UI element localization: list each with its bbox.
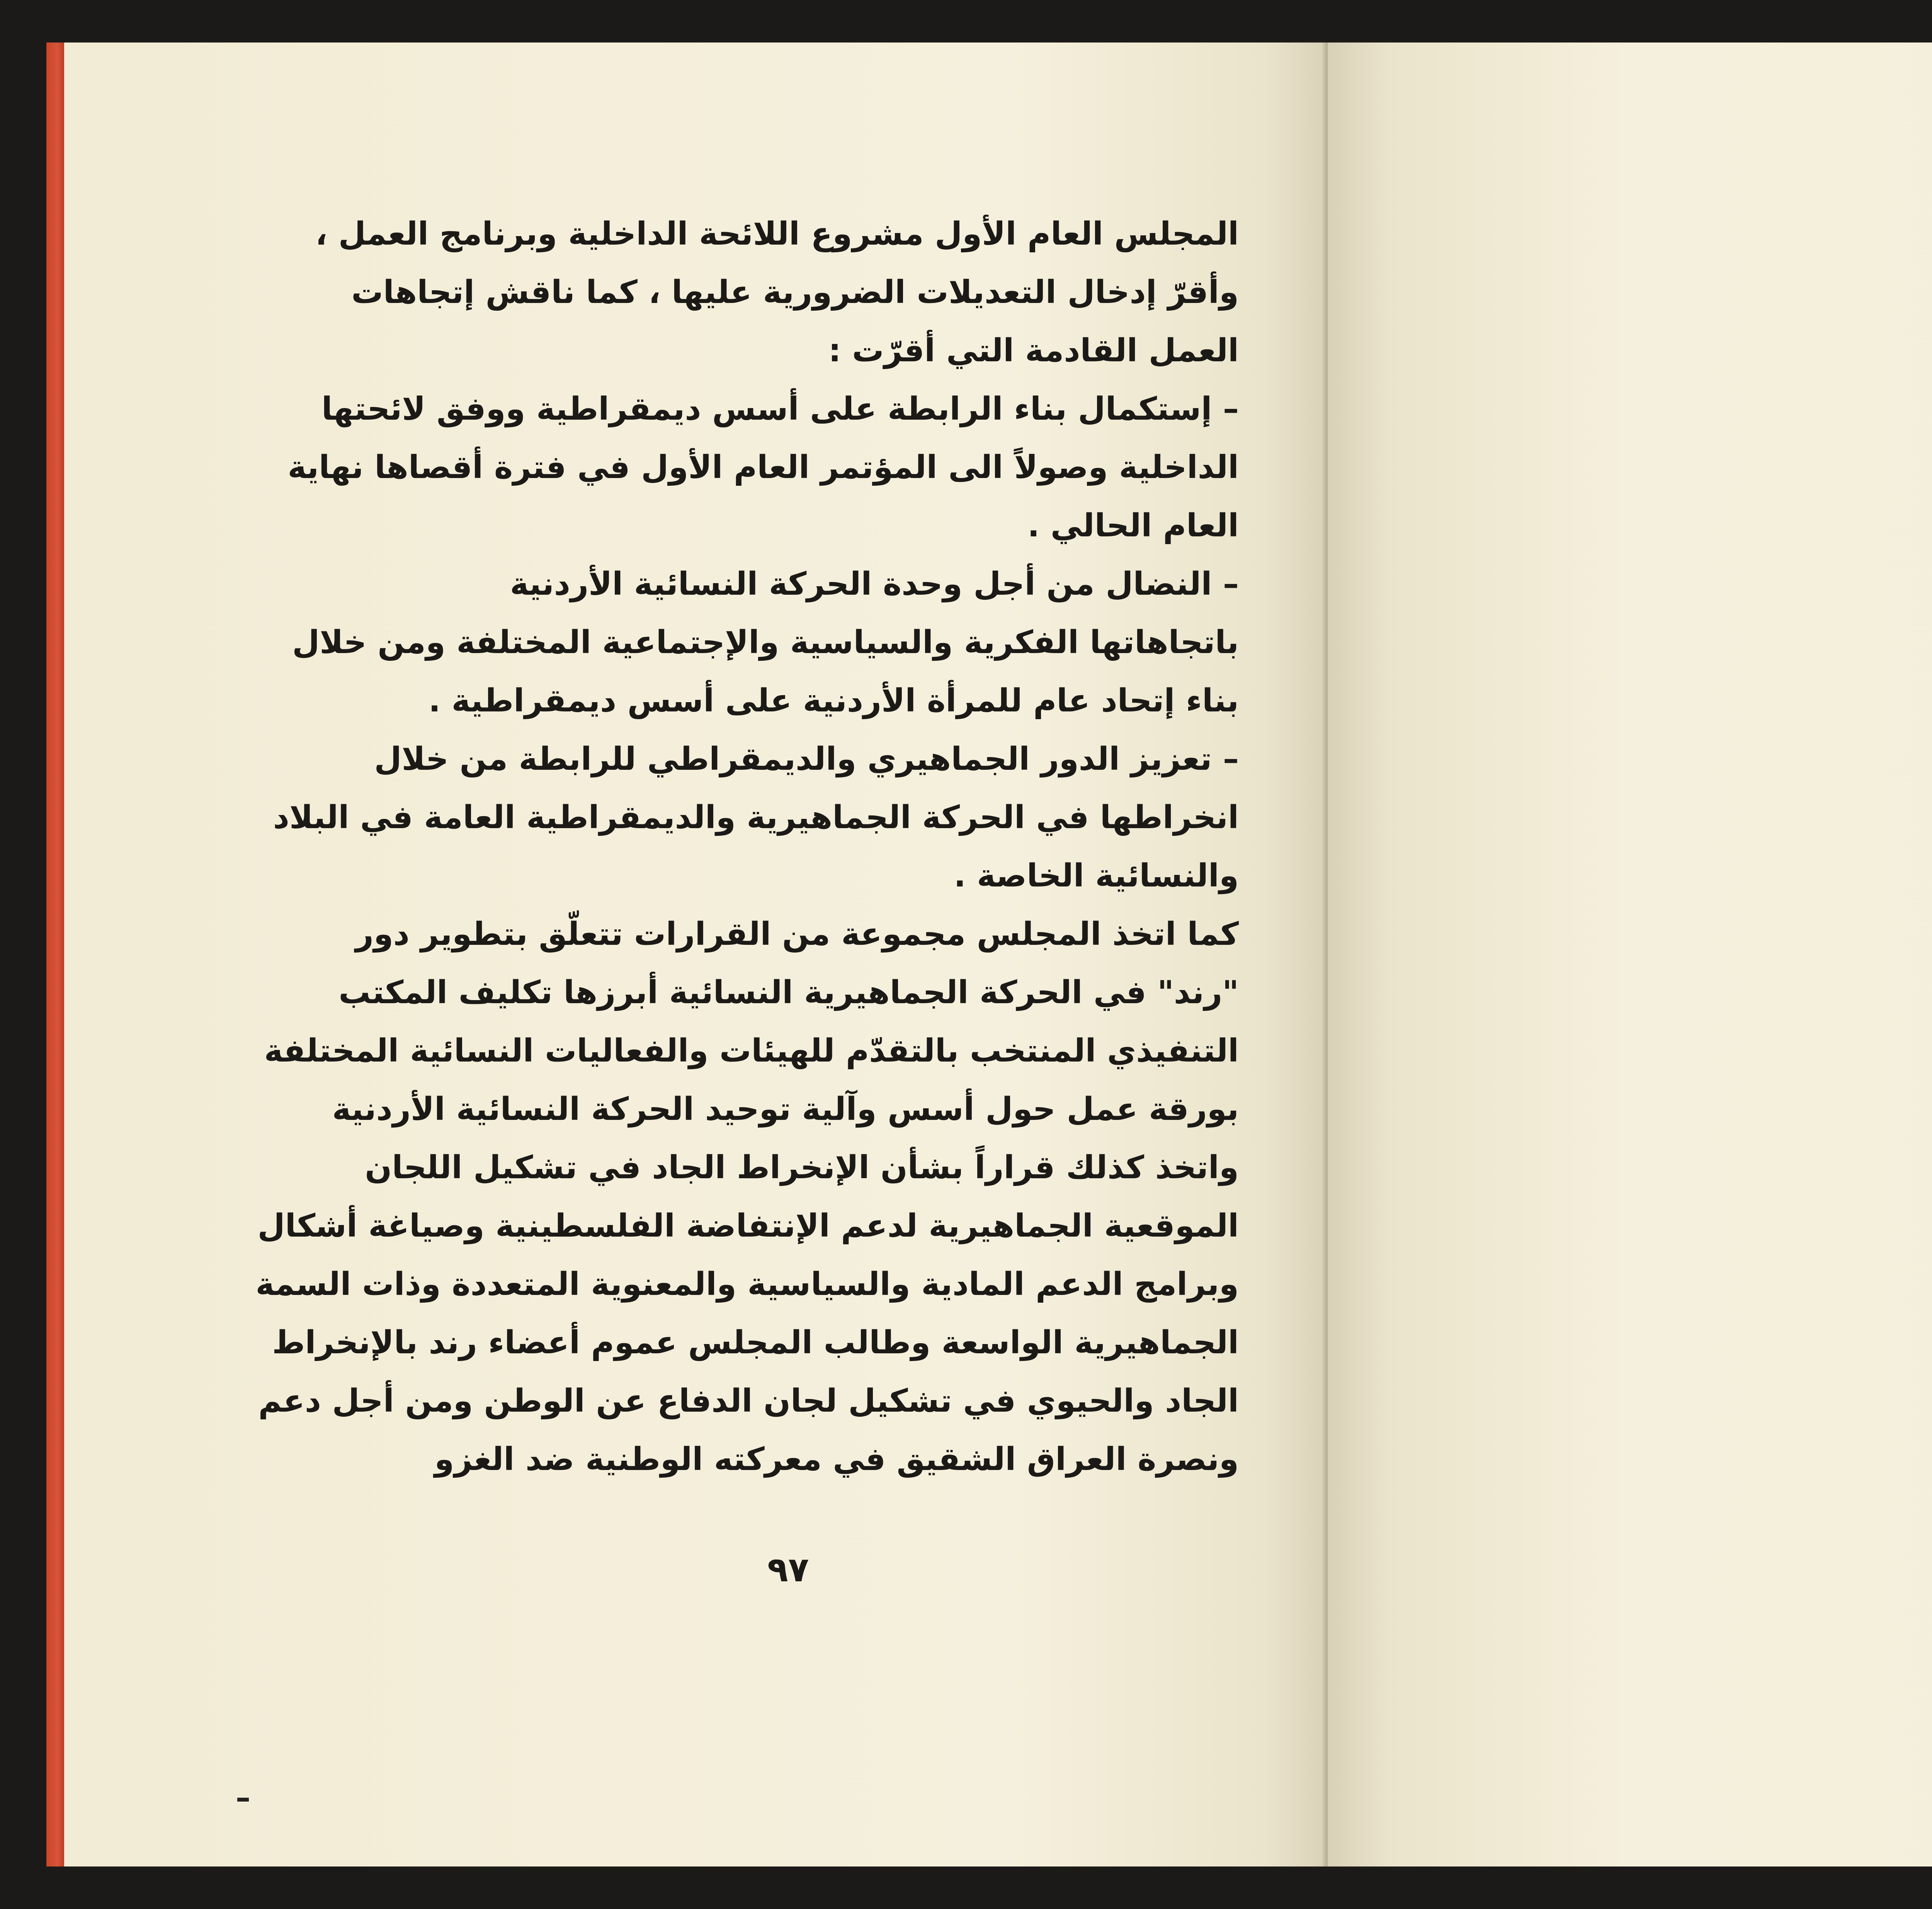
right-page xyxy=(1328,43,1932,1866)
left-text-line: الجاد والحيوي في تشكيل لجان الدفاع عن الوطن ومن أجل دعم xyxy=(258,1383,1239,1419)
left-page xyxy=(64,43,1328,1866)
left-page-number: ٩٧ xyxy=(767,1550,809,1589)
left-text-line: الجماهيرية الواسعة وطالب المجلس عموم أعضاء رند بالإنخراط xyxy=(272,1324,1239,1361)
left-text-line: ونصرة العراق الشقيق في معركته الوطنية ضد الغزو xyxy=(434,1441,1239,1478)
orange-cover-edge xyxy=(46,43,65,1866)
left-text-line: التنفيذي المنتخب بالتقدّم للهيئات والفعاليات النسائية المختلفة xyxy=(264,1033,1239,1069)
left-text-line: باتجاهاتها الفكرية والسياسية والإجتماعية المختلفة ومن خلال xyxy=(292,624,1239,661)
left-text-line: بورقة عمل حول أسس وآلية توحيد الحركة النسائية الأردنية xyxy=(332,1091,1239,1128)
left-text-line: المجلس العام الأول مشروع اللائحة الداخلية وبرنامج العمل ، xyxy=(315,216,1239,252)
left-text-line: – إستكمال بناء الرابطة على أسس ديمقراطية ووفق لائحتها xyxy=(321,391,1239,427)
left-text-line: "رند" في الحركة الجماهيرية النسائية أبرزها تكليف المكتب xyxy=(338,974,1239,1011)
left-text-line: والنسائية الخاصة . xyxy=(954,858,1239,894)
left-text-line: العمل القادمة التي أقرّت : xyxy=(828,332,1239,369)
margin-dash-mark xyxy=(237,1798,249,1802)
left-text-line: انخراطها في الحركة الجماهيرية والديمقراطية العامة في البلاد xyxy=(273,799,1239,836)
left-text-line: وأقرّ إدخال التعديلات الضرورية عليها ، كما ناقش إتجاهات xyxy=(351,274,1239,311)
left-page-body xyxy=(255,205,1239,1489)
left-text-line: بناء إتحاد عام للمرأة الأردنية على أسس ديمقراطية . xyxy=(428,682,1239,719)
left-text-line: – تعزيز الدور الجماهيري والديمقراطي للرابطة من خلال xyxy=(374,741,1239,778)
left-text-line: وبرامج الدعم المادية والسياسية والمعنوية المتعددة وذات السمة xyxy=(255,1266,1239,1303)
left-text-line: الداخلية وصولاً الى المؤتمر العام الأول في فترة أقصاها نهاية xyxy=(287,449,1239,486)
left-text-line: – النضال من أجل وحدة الحركة النسائية الأردنية xyxy=(510,566,1239,602)
left-text-line: العام الحالي . xyxy=(1027,507,1239,544)
left-text-line: الموقعية الجماهيرية لدعم الإنتفاضة الفلسطينية وصياغة أشكال xyxy=(257,1208,1239,1244)
left-text-line: كما اتخذ المجلس مجموعة من القرارات تتعلّق بتطوير دور xyxy=(355,916,1239,953)
left-text-line: واتخذ كذلك قراراً بشأن الإنخراط الجاد في تشكيل اللجان xyxy=(365,1149,1239,1186)
open-book xyxy=(46,43,1932,1866)
